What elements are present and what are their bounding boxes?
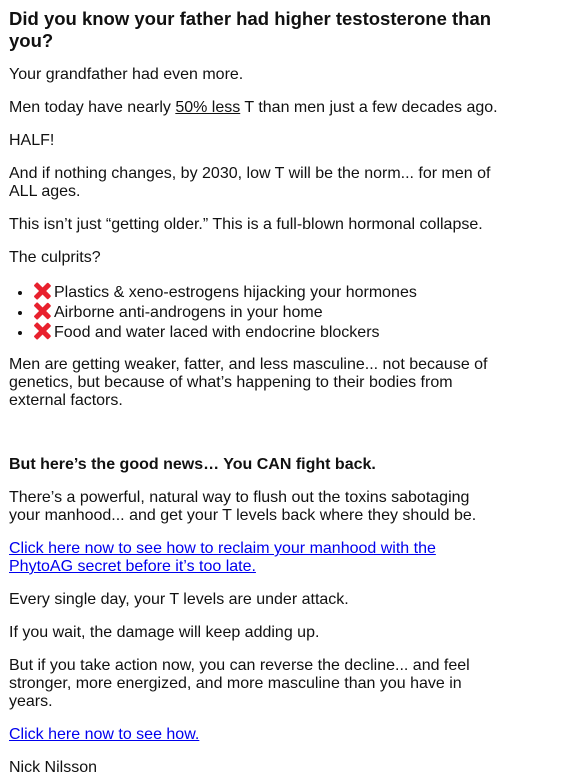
paragraph-see-how-link (9, 726, 499, 744)
paragraph-powerful: There’s a powerful, natural way to flush out the toxins sabotaging your manhood... and get your T levels back where they should be. (9, 489, 477, 524)
paragraph-take-action: But if you take action now, you can reverse the decline... and feel stronger, more energized, and more masculine than you have in years. (9, 657, 470, 710)
men-today-text-after: T than men just a few decades ago. (240, 99, 498, 116)
headline: Did you know your father had higher testosterone than you? (9, 8, 492, 51)
paragraph-grandfather: Your grandfather had even more. (9, 66, 244, 83)
section-spacer (9, 425, 499, 456)
paragraph-men-today (9, 99, 499, 117)
paragraph-if-wait: If you wait, the damage will keep adding up. (9, 624, 320, 641)
reclaim-manhood-link[interactable]: Click here now to see how to reclaim your manhood with the PhytoAG secret before it’s too late. (9, 540, 436, 575)
see-how-link[interactable]: Click here now to see how. (9, 726, 200, 743)
paragraph-half: HALF! (9, 132, 55, 149)
paragraph-reclaim-link (9, 540, 499, 576)
paragraph-2030: And if nothing changes, by 2030, low T will be the norm... for men of ALL ages. (9, 165, 491, 200)
paragraph-every-day: Every single day, your T levels are under attack. (9, 591, 349, 608)
culprit-text: Airborne anti-androgens in your home (54, 304, 323, 321)
red-x-icon (33, 322, 51, 340)
men-today-text-before: Men today have nearly (9, 99, 176, 116)
men-today-underlined-text: 50% less (175, 99, 241, 116)
list-item (33, 282, 499, 302)
paragraph-not-older: This isn’t just “getting older.” This is a full-blown hormonal collapse. (9, 216, 483, 233)
list-item (33, 302, 499, 322)
paragraph-good-news: But here’s the good news… You CAN fight back. (9, 456, 376, 473)
culprit-text: Food and water laced with endocrine blockers (54, 324, 380, 341)
red-x-icon (33, 302, 51, 320)
paragraph-weaker: Men are getting weaker, fatter, and less masculine... not because of genetics, but because of what’s happening to their bodies from external factors. (9, 356, 488, 409)
paragraph-culprits: The culprits? (9, 249, 101, 266)
signature: Nick Nilsson (9, 759, 98, 776)
culprits-list (9, 282, 499, 342)
list-item (33, 322, 499, 342)
red-x-icon (33, 282, 51, 300)
culprit-text: Plastics & xeno-estrogens hijacking your hormones (54, 284, 417, 301)
